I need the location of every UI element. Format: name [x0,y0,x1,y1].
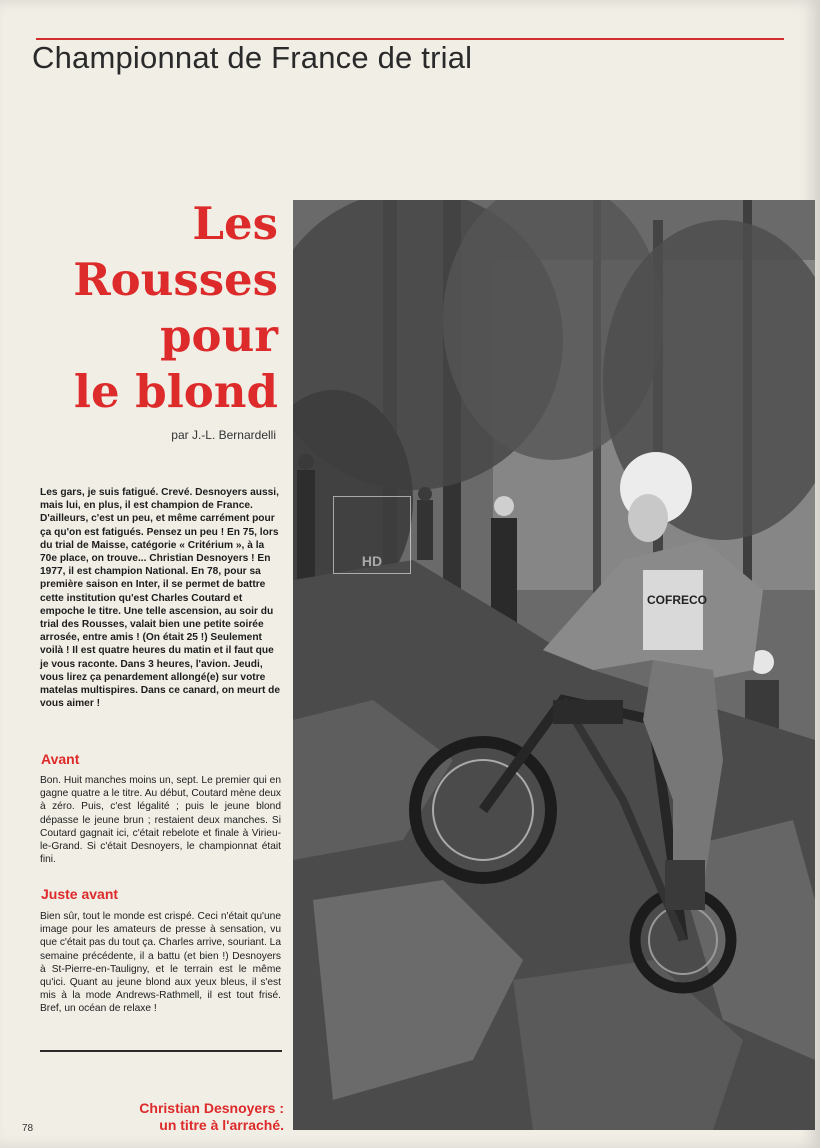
rider-bib-text: COFRECO [647,593,707,607]
running-header: Championnat de France de trial [32,40,473,75]
intro-text: Les gars, je suis fatigué. Crevé. Desnoyers aussi, mais lui, en plus, il est champion de France. D'ailleurs, c'est un peu, et même carrément pour ça qu'on est fatigués. Pensez un peu ! En 75, lors du trial de Maisse, catégorie « Critérium », à la 70e place, on trouve... Christian Desnoyers ! En 1977, il est champion National. En 78, pour sa première saison en Inter, il se permet de battre cette institution qu'est Charles Coutard et empoche le titre. Une telle ascension, au soir du trial des Rousses, valait bien une petite soirée arrosée, entre amis ! (On était 25 !) Seulement voilà ! Il est quatre heures du matin et il faut que je vous raconte. Dans 3 heures, l'avion. Jeudi, vous lirez ça penardement allongé(e) sur votre matelas multispires. Dans ce canard, on meurt de vous aimer ! [40,487,281,710]
avant-text: Bon. Huit manches moins un, sept. Le premier qui en gagne quatre a le titre. Au début, Coutard mène deux à zéro. Puis, c'est légalité ; puis le jeune blond dépasse le jeune brun ; restaient deux manches. Si Coutard gagnait ici, c'était rebelote et finale à Virieu-le-Grand. Si c'était Desnoyers, le championnat était fini. [40,775,281,866]
section-heading-avant: Avant [41,751,80,767]
section-body-avant [40,774,281,866]
section-heading-juste-avant: Juste avant [41,886,119,902]
caption-line-2: un titre à l'arraché. [159,1117,284,1133]
photo-caption [90,1100,284,1134]
headline [40,196,278,420]
headline-line-4: le blond [73,365,278,418]
trial-rider-photo [293,200,815,1130]
page-number: 78 [22,1123,34,1134]
photo-watermark: HD [333,496,411,574]
juste-avant-text: Bien sûr, tout le monde est crispé. Ceci n'était qu'une image pour les amateurs de presse à sensation, vu que c'était pas du tout ça. Charles arrive, souriant. La semaine précédente, il a battu (et bien !) Desnoyers à St-Pierre-en-Tauligny, et le terrain est le même qu'ici. Quant au jeune blond aux yeux bleus, il s'est mis à la mode Andrews-Rathmell, il est tout frisé. Bref, un océan de relaxe ! [40,911,281,1015]
intro-paragraph [40,486,281,710]
photo-illustration [293,200,815,1130]
caption-line-1: Christian Desnoyers : [139,1100,284,1116]
headline-line-2: Rousses [73,253,278,306]
section-body-juste-avant [40,910,281,1016]
column-end-rule [40,1050,282,1052]
byline: par J.-L. Bernardelli [171,428,276,442]
headline-line-1: Les [192,197,278,250]
headline-line-3: pour [160,309,278,362]
